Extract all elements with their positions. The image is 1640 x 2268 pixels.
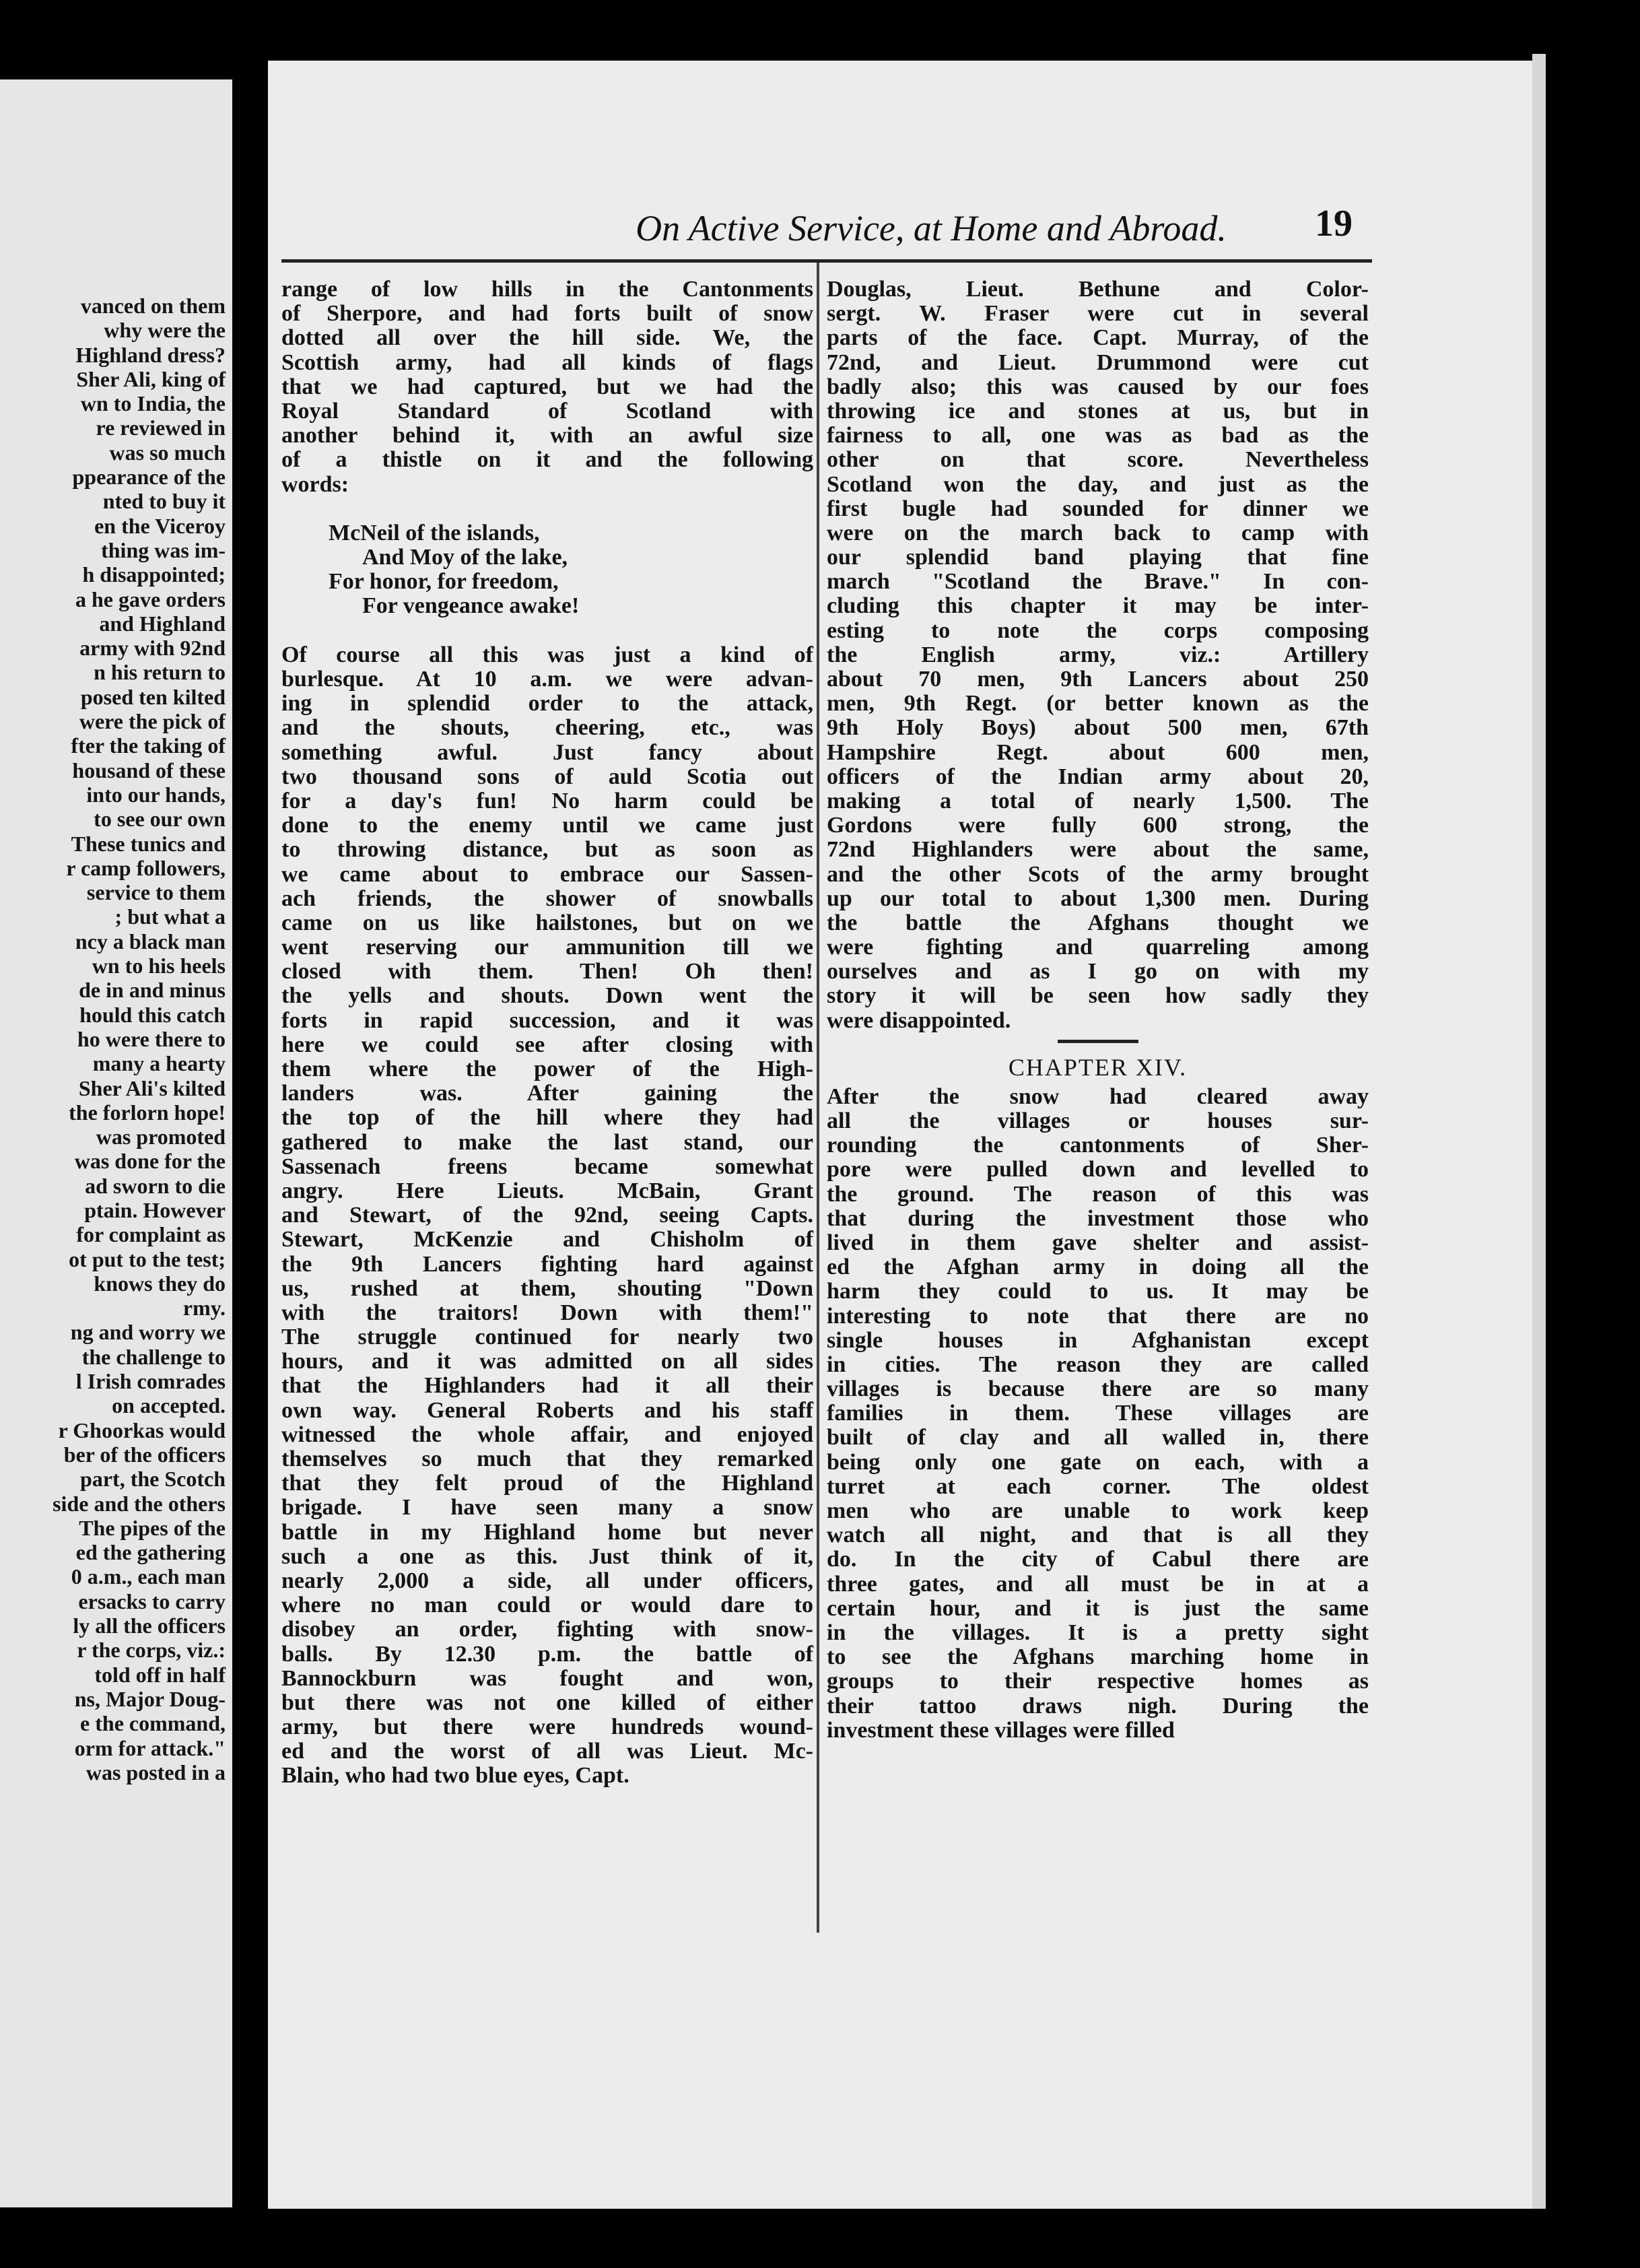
facing-page-line: ber of the officers: [63, 1442, 226, 1467]
text-line: army, but there were hundreds wound-: [281, 1714, 813, 1740]
text-line: ourselves and as I go on with my: [827, 959, 1369, 985]
facing-page-line: Highland dress?: [75, 342, 226, 367]
text-line: 9th Holy Boys) about 500 men, 67th: [827, 715, 1369, 741]
text-line: were disappointed.: [827, 1007, 1011, 1033]
text-line: Of course all this was just a kind of: [281, 642, 813, 667]
text-line: another behind it, with an awful size: [281, 423, 813, 448]
facing-page-line: ersacks to carry: [78, 1589, 226, 1613]
text-line: ing in splendid order to the attack,: [281, 691, 813, 716]
facing-page-line: army with 92nd: [79, 636, 226, 661]
facing-page-line: ad sworn to die: [85, 1173, 226, 1198]
text-line: badly also; this was caused by our foes: [827, 374, 1369, 399]
facing-page-line: thing was im-: [101, 537, 226, 562]
text-line: that they felt proud of the Highland: [281, 1471, 813, 1496]
facing-page-line: wn to his heels: [92, 954, 226, 978]
text-line: angry. Here Lieuts. McBain, Grant: [281, 1178, 813, 1203]
facing-page-line: ho were there to: [77, 1026, 226, 1051]
verse-line: For vengeance awake!: [362, 593, 580, 619]
facing-page-line: ns, Major Doug-: [74, 1686, 226, 1711]
text-line: all the villages or houses sur-: [827, 1108, 1369, 1133]
text-line: watch all night, and that is all they: [827, 1523, 1369, 1548]
text-line: the ground. The reason of this was: [827, 1181, 1369, 1207]
text-line: Gordons were fully 600 strong, the: [827, 813, 1369, 838]
facing-page-line: These tunics and: [71, 831, 226, 856]
text-line: throwing ice and stones at us, but in: [827, 398, 1369, 424]
text-line: esting to note the corps composing: [827, 618, 1369, 643]
text-line: rounding the cantonments of Sher-: [827, 1133, 1369, 1158]
facing-page-line: ncy a black man: [75, 929, 226, 954]
facing-page-line: the challenge to: [81, 1344, 226, 1369]
text-line: villages is because there are so many: [827, 1376, 1369, 1402]
facing-page-line: ot put to the test;: [69, 1246, 226, 1271]
facing-page-line: rmy.: [182, 1296, 226, 1321]
facing-page-line: ly all the officers: [73, 1613, 226, 1638]
text-line: certain hour, and it is just the same: [827, 1595, 1369, 1621]
header-rule: [281, 259, 1372, 263]
text-line: that the Highlanders had it all their: [281, 1373, 813, 1399]
text-line: turret at each corner. The oldest: [827, 1473, 1369, 1499]
text-line: ed and the worst of all was Lieut. Mc-: [281, 1739, 813, 1764]
facing-page-line: for complaint as: [76, 1222, 226, 1247]
facing-page-text: [0, 294, 226, 1785]
text-line: with the traitors! Down with them!": [281, 1300, 813, 1325]
text-line: harm they could to us. It may be: [827, 1279, 1369, 1304]
facing-page-line: r the corps, viz.:: [77, 1638, 226, 1663]
text-line: themselves so much that they remarked: [281, 1446, 813, 1471]
text-line: of Sherpore, and had forts built of snow: [281, 301, 813, 327]
text-line: making a total of nearly 1,500. The: [827, 788, 1369, 813]
text-line: about 70 men, 9th Lancers about 250: [827, 667, 1369, 692]
facing-page-line: housand of these: [72, 758, 226, 782]
running-title: On Active Service, at Home and Abroad.: [636, 208, 1227, 248]
text-line: where no man could or would dare to: [281, 1593, 813, 1618]
facing-page-line: posed ten kilted: [80, 684, 226, 709]
facing-page-line: n his return to: [94, 660, 226, 685]
text-line: and Stewart, of the 92nd, seeing Capts.: [281, 1203, 813, 1228]
text-line: do. In the city of Cabul there are: [827, 1547, 1369, 1572]
text-line: witnessed the whole affair, and enjoyed: [281, 1422, 813, 1447]
text-line: to see the Afghans marching home in: [827, 1644, 1369, 1670]
text-line: them where the power of the High-: [281, 1057, 813, 1081]
verse-line: McNeil of the islands,: [329, 520, 540, 545]
text-line: Blain, who had two blue eyes, Capt.: [281, 1763, 629, 1789]
text-line: ach friends, the shower of snowballs: [281, 886, 813, 911]
facing-page-line: ; but what a: [114, 904, 226, 929]
text-line: parts of the face. Capt. Murray, of the: [827, 325, 1369, 351]
facing-page-line: to see our own: [94, 807, 226, 832]
text-line: came on us like hailstones, but on we: [281, 910, 813, 935]
facing-page-line: Sher Ali, king of: [76, 366, 226, 391]
facing-page-line: on accepted.: [112, 1393, 226, 1418]
text-line: story it will be seen how sadly they: [827, 983, 1369, 1009]
page-number: 19: [1315, 203, 1353, 244]
text-line: The struggle continued for nearly two: [281, 1325, 813, 1350]
text-line: dotted all over the hill side. We, the: [281, 325, 813, 351]
text-line: done to the enemy until we came just: [281, 813, 813, 838]
text-line: here we could see after closing with: [281, 1032, 813, 1057]
text-line: and the shouts, cheering, etc., was: [281, 715, 813, 741]
text-line: were fighting and quarreling among: [827, 935, 1369, 960]
facing-page-line: 0 a.m., each man: [71, 1564, 226, 1589]
text-line: hours, and it was admitted on all sides: [281, 1349, 813, 1374]
text-line: such a one as this. Just think of it,: [281, 1543, 813, 1569]
text-line: that we had captured, but we had the: [281, 374, 813, 399]
verse-line: For honor, for freedom,: [329, 569, 559, 595]
facing-page-line: e the command,: [80, 1711, 226, 1736]
facing-page-line: orm for attack.": [74, 1735, 226, 1760]
text-line: their tattoo draws nigh. During the: [827, 1693, 1369, 1719]
text-line: to throwing distance, but as soon as: [281, 837, 813, 863]
column-right: [827, 277, 1369, 1743]
text-line: first bugle had sounded for dinner we: [827, 496, 1369, 521]
text-line: Bannockburn was fought and won,: [281, 1665, 813, 1691]
facing-page-line: part, the Scotch: [80, 1467, 226, 1492]
facing-page-line: were the pick of: [79, 709, 226, 734]
text-line: and the other Scots of the army brought: [827, 861, 1369, 887]
text-line: men, 9th Regt. (or better known as the: [827, 691, 1369, 716]
paragraph: [281, 643, 813, 1789]
text-line: forts in rapid succession, and it was: [281, 1007, 813, 1033]
facing-page-line: nted to buy it: [102, 489, 226, 514]
facing-page-line: re reviewed in: [96, 415, 226, 440]
facing-page-line: side and the others: [53, 1491, 226, 1516]
text-line: closed with them. Then! Oh then!: [281, 959, 813, 985]
chapter-heading: CHAPTER XIV.: [1008, 1053, 1188, 1081]
facing-page-line: was so much: [109, 440, 226, 465]
text-line: up our total to about 1,300 men. During: [827, 886, 1369, 911]
facing-page-line: into our hands,: [86, 782, 226, 807]
text-line: the English army, viz.: Artillery: [827, 642, 1369, 667]
text-line: officers of the Indian army about 20,: [827, 764, 1369, 789]
text-line: ed the Afghan army in doing all the: [827, 1255, 1369, 1280]
text-line: in cities. The reason they are called: [827, 1352, 1369, 1377]
facing-page-line: was done for the: [74, 1149, 226, 1174]
facing-page-line: fter the taking of: [71, 733, 226, 758]
text-line: went reserving our ammunition till we: [281, 935, 813, 960]
text-line: words:: [281, 471, 349, 497]
text-line: nearly 2,000 a side, all under officers,: [281, 1568, 813, 1593]
text-line: 72nd Highlanders were about the same,: [827, 837, 1369, 863]
page-header: [268, 61, 1532, 263]
text-line: burlesque. At 10 a.m. we were advan-: [281, 667, 813, 692]
text-line: the 9th Lancers fighting hard against: [281, 1251, 813, 1277]
text-line: Royal Standard of Scotland with: [281, 398, 813, 424]
facing-page-line: Sher Ali's kilted: [78, 1075, 226, 1100]
facing-page-line: r Ghoorkas would: [58, 1418, 226, 1442]
facing-page-line: why were the: [104, 318, 226, 343]
text-line: of a thistle on it and the following: [281, 447, 813, 473]
facing-page-line: service to them: [86, 880, 226, 905]
facing-page-line: many a hearty: [92, 1051, 226, 1076]
facing-page-line: knows they do: [94, 1271, 226, 1296]
text-line: Hampshire Regt. about 600 men,: [827, 739, 1369, 765]
text-line: families in them. These villages are: [827, 1401, 1369, 1426]
text-line: men who are unable to work keep: [827, 1498, 1369, 1523]
paragraph: [281, 277, 813, 497]
text-line: fairness to all, one was as bad as the: [827, 423, 1369, 448]
facing-page-line: ppearance of the: [72, 465, 226, 490]
chapter-rule: [1058, 1040, 1138, 1043]
text-line: Scotland won the day, and just as the: [827, 471, 1369, 497]
text-line: us, rushed at them, shouting "Down: [281, 1275, 813, 1301]
text-line: for a day's fun! No harm could be: [281, 788, 813, 813]
text-line: Douglas, Lieut. Bethune and Color-: [827, 277, 1369, 302]
text-line: in the villages. It is a pretty sight: [827, 1620, 1369, 1645]
verse-line: And Moy of the lake,: [362, 545, 568, 570]
text-line: Scottish army, had all kinds of flags: [281, 349, 813, 375]
facing-page-line: The pipes of the: [79, 1515, 226, 1540]
facing-page-line: ptain. However: [84, 1197, 226, 1222]
verse: [281, 521, 813, 619]
text-line: range of low hills in the Cantonments: [281, 277, 813, 302]
text-line: we came about to embrace our Sassen-: [281, 861, 813, 887]
text-line: pore were pulled down and levelled to: [827, 1157, 1369, 1182]
facing-page-line: was promoted: [96, 1125, 226, 1149]
facing-page-line: a he gave orders: [75, 587, 226, 611]
text-line: march "Scotland the Brave." In con-: [827, 569, 1369, 595]
facing-page-line: vanced on them: [80, 294, 226, 318]
facing-page-line: en the Viceroy: [94, 513, 226, 538]
text-line: that during the investment those who: [827, 1205, 1369, 1231]
column-left: [281, 277, 813, 1789]
text-line: interesting to note that there are no: [827, 1303, 1369, 1329]
page-edge: [1532, 54, 1546, 2209]
text-line: battle in my Highland home but never: [281, 1519, 813, 1545]
text-line: sergt. W. Fraser were cut in several: [827, 301, 1369, 327]
text-line: balls. By 12.30 p.m. the battle of: [281, 1641, 813, 1667]
text-line: After the snow had cleared away: [827, 1083, 1369, 1109]
text-line: 72nd, and Lieut. Drummond were cut: [827, 349, 1369, 375]
text-line: being only one gate on each, with a: [827, 1449, 1369, 1475]
text-line: Stewart, McKenzie and Chisholm of: [281, 1227, 813, 1253]
facing-page-line: hould this catch: [79, 1002, 226, 1027]
text-line: built of clay and all walled in, there: [827, 1425, 1369, 1450]
facing-page-line: the forlorn hope!: [69, 1100, 226, 1125]
page: [268, 61, 1532, 2209]
facing-page-fragment: [0, 79, 232, 2207]
text-line: disobey an order, fighting with snow-: [281, 1617, 813, 1642]
text-line: the top of the hill where they had: [281, 1105, 813, 1131]
text-line: but there was not one killed of either: [281, 1690, 813, 1715]
facing-page-line: and Highland: [99, 611, 226, 636]
facing-page-line: ng and worry we: [70, 1320, 226, 1345]
text-line: groups to their respective homes as: [827, 1669, 1369, 1694]
text-line: brigade. I have seen many a snow: [281, 1495, 813, 1521]
paragraph: [827, 1085, 1369, 1743]
facing-page-line: h disappointed;: [82, 562, 226, 587]
text-line: single houses in Afghanistan except: [827, 1327, 1369, 1353]
text-line: Sassenach freens became somewhat: [281, 1154, 813, 1179]
text-line: lived in them gave shelter and assist-: [827, 1230, 1369, 1255]
text-line: two thousand sons of auld Scotia out: [281, 764, 813, 789]
text-line: three gates, and all must be in at a: [827, 1571, 1369, 1597]
facing-page-line: was posted in a: [86, 1760, 226, 1785]
text-line: the battle the Afghans thought we: [827, 910, 1369, 935]
facing-page-line: de in and minus: [79, 978, 226, 1003]
text-line: cluding this chapter it may be inter-: [827, 593, 1369, 619]
text-line: own way. General Roberts and his staff: [281, 1397, 813, 1423]
book-gutter: [232, 0, 269, 2268]
text-line: our splendid band playing that fine: [827, 545, 1369, 570]
facing-page-line: r camp followers,: [66, 855, 226, 880]
column-divider: [817, 263, 819, 1933]
text-line: the yells and shouts. Down went the: [281, 983, 813, 1009]
facing-page-line: l Irish comrades: [75, 1369, 226, 1394]
text-line: other on that score. Nevertheless: [827, 447, 1369, 473]
text-line: were on the march back to camp with: [827, 520, 1369, 545]
text-line: gathered to make the last stand, our: [281, 1129, 813, 1155]
facing-page-line: told off in half: [94, 1662, 226, 1687]
paragraph: [827, 277, 1369, 1033]
facing-page-line: ed the gathering: [75, 1540, 226, 1565]
text-line: something awful. Just fancy about: [281, 739, 813, 765]
text-line: investment these villages were filled: [827, 1717, 1175, 1743]
facing-page-line: wn to India, the: [80, 391, 226, 416]
text-line: landers was. After gaining the: [281, 1081, 813, 1106]
